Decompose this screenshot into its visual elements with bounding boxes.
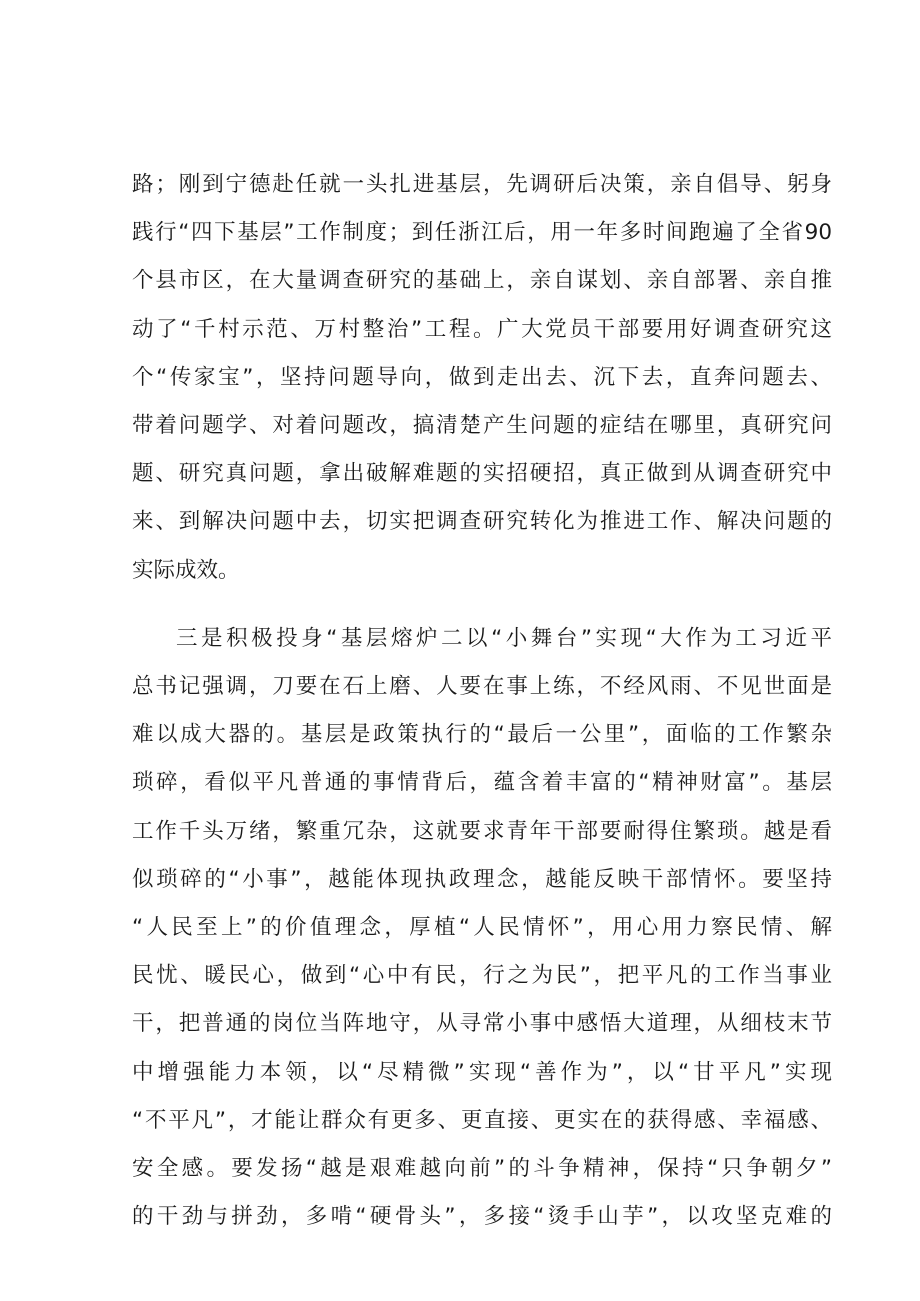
text-line: 践行“四下基层”工作制度；到任浙江后，用一年多时间跑遍了全省90: [132, 220, 832, 246]
text-line: 题、研究真问题，拿出破解难题的实招硬招，真正做到从调查研究中: [132, 461, 832, 487]
text-line: 三是积极投身“基层熔炉二以“小舞台”实现“大作为工习近平: [176, 625, 832, 651]
text-line: 似琐碎的“小事”，越能体现执政理念，越能反映干部情怀。要坚持: [132, 866, 832, 892]
text-line: 来、到解决问题中去，切实把调查研究转化为推进工作、解决问题的: [132, 509, 832, 535]
text-line: 民忧、暖民心，做到“心中有民，行之为民”，把平凡的工作当事业: [132, 963, 832, 989]
text-line: 琐碎，看似平凡普通的事情背后，蕴含着丰富的“精神财富”。基层: [132, 770, 832, 796]
text-line: “不平凡”，才能让群众有更多、更直接、更实在的获得感、幸福感、: [132, 1107, 832, 1133]
text-line: 中增强能力本领，以“尽精微”实现“善作为”，以“甘平凡”实现: [132, 1059, 832, 1085]
text-line: 工作千头万绪，繁重冗杂，这就要求青年干部要耐得住繁琐。越是看: [132, 818, 832, 844]
text-line: “人民至上”的价值理念，厚植“人民情怀”，用心用力察民情、解: [132, 915, 832, 940]
text-line: 实际成效。: [132, 557, 240, 583]
text-line: 干，把普通的岗位当阵地守，从寻常小事中感悟大道理，从细枝末节: [132, 1011, 832, 1037]
text-line: 带着问题学、对着问题改，搞清楚产生问题的症结在哪里，真研究问: [132, 413, 832, 438]
text-line: 难以成大器的。基层是政策执行的“最后一公里”，面临的工作繁杂: [132, 722, 832, 748]
text-line: 动了“千村示范、万村整治”工程。广大党员干部要用好调查研究这: [132, 316, 832, 342]
text-line: 的干劲与拼劲，多啃“硬骨头”，多接“烫手山芋”，以攻坚克难的: [132, 1204, 832, 1230]
text-line: 个“传家宝”，坚持问题导向，做到走出去、沉下去，直奔问题去、: [132, 364, 832, 390]
text-line: 总书记强调，刀要在石上磨、人要在事上练，不经风雨、不见世面是: [132, 674, 832, 699]
text-line: 个县市区，在大量调查研究的基础上，亲自谋划、亲自部署、亲自推: [132, 268, 832, 294]
text-line: 路；刚到宁德赴任就一头扎进基层，先调研后决策，亲自倡导、躬身: [132, 172, 832, 197]
text-line: 安全感。要发扬“越是艰难越向前”的斗争精神，保持“只争朝夕”: [132, 1156, 832, 1181]
